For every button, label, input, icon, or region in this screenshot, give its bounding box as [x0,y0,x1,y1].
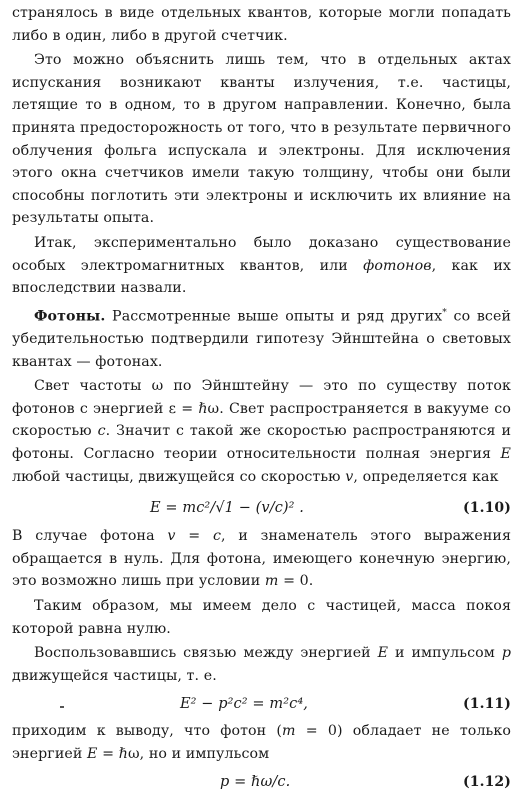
equation-rhs: = mc²/√1 − (v/c)² . [160,499,304,516]
paragraph-photon-case [12,525,511,593]
paragraph-momentum-link [12,642,511,687]
symbol-c: c [97,423,106,440]
text-span: , определяется как [353,468,499,485]
equation-body: p = ℏω/c. [220,774,291,791]
text-span: Итак, экспериментально было доказано существование особых электромагнитных квантов, или [12,234,511,274]
footnote-marker: * [442,307,447,318]
equation-body [150,497,304,520]
text-span: = 0) обладает не только энергией [12,723,511,762]
text-span: приходим к выводу, что фотон ( [12,723,283,740]
text-span: , как их впоследствии назвали. [12,257,511,297]
text-span: Воспользовавшись связью между энергией [34,645,378,662]
text-span: . Значит с такой же скоростью распространяются и фотоны. Согласно теории относительности полная энергия [12,423,511,463]
equation-1-11 [12,690,511,718]
scan-mark [60,706,64,708]
text-span: и импульсом [388,645,502,662]
text-span: , и знаменатель этого выражения обращается в нуль. Для фотона, имеющего конечную энергию, это возможно лишь при условии [12,528,511,590]
text-span: Свет частоты ω по Эйнштейну — это по существу поток фотонов с энергией ε = ℏω. Свет распространяется в вакууме со скоростью [12,378,511,440]
text-span: В случае фотона [12,528,168,545]
symbol-m: m [282,723,296,740]
section-heading-photons: Фотоны. [34,308,106,325]
symbol-v: v [345,468,354,485]
symbol-m: m [264,573,279,590]
paragraph-photon-momentum [12,720,511,765]
text-span: Рассмотренные выше опыты и ряд других [105,308,443,325]
equation-lhs: E [150,499,161,516]
photons-term: фотонов [363,257,432,274]
paragraph-einstein [12,375,511,488]
text-span: движущейся частицы, т. е. [12,667,217,684]
symbol-E: E [500,446,511,463]
paragraph-continuation: странялось в виде отдельных квантов, которые могли попадать либо в один, либо в другой счетчик. [12,5,511,44]
equation-1-10 [12,491,511,525]
text-span: со всей убедительностью подтвердили гипотезу Эйнштейна о световых квантах — фотонах. [12,308,512,370]
text-span: = 0. [278,573,314,590]
text-span: любой частицы, движущейся со скоростью [12,468,346,485]
equation-number: (1.11) [463,696,511,713]
paragraph-photons [12,302,511,374]
symbol-p: p [501,645,511,662]
symbol-E: E [87,745,98,762]
equation-number: (1.10) [463,499,511,516]
paragraph-zero-mass: Таким образом, мы имеем дело с частицей, масса покоя которой равна нулю. [12,597,511,637]
paragraph-explanation: Это можно объяснить лишь тем, что в отдельных актах испускания возникают кванты излучения, т.е. частицы, летящие то в одном, то в другом направлении. Конечно, была принята предосторожность от того, что в результате первичного облучения фольга испускала и электроны. Для исключения этого окна счетчиков имели такую толщину, чтобы они были способны поглотить эти электроны и исключить их влияние на результаты опыта. [12,52,511,227]
inline-formula: v = c [167,528,222,545]
paragraph-conclusion [12,232,511,300]
text-span: = ℏω, но и импульсом [97,745,270,762]
equation-body: E² − p²c² = m²c⁴, [180,696,308,713]
equation-1-12 [12,769,511,797]
symbol-E: E [377,645,389,662]
equation-number: (1.12) [463,774,511,791]
